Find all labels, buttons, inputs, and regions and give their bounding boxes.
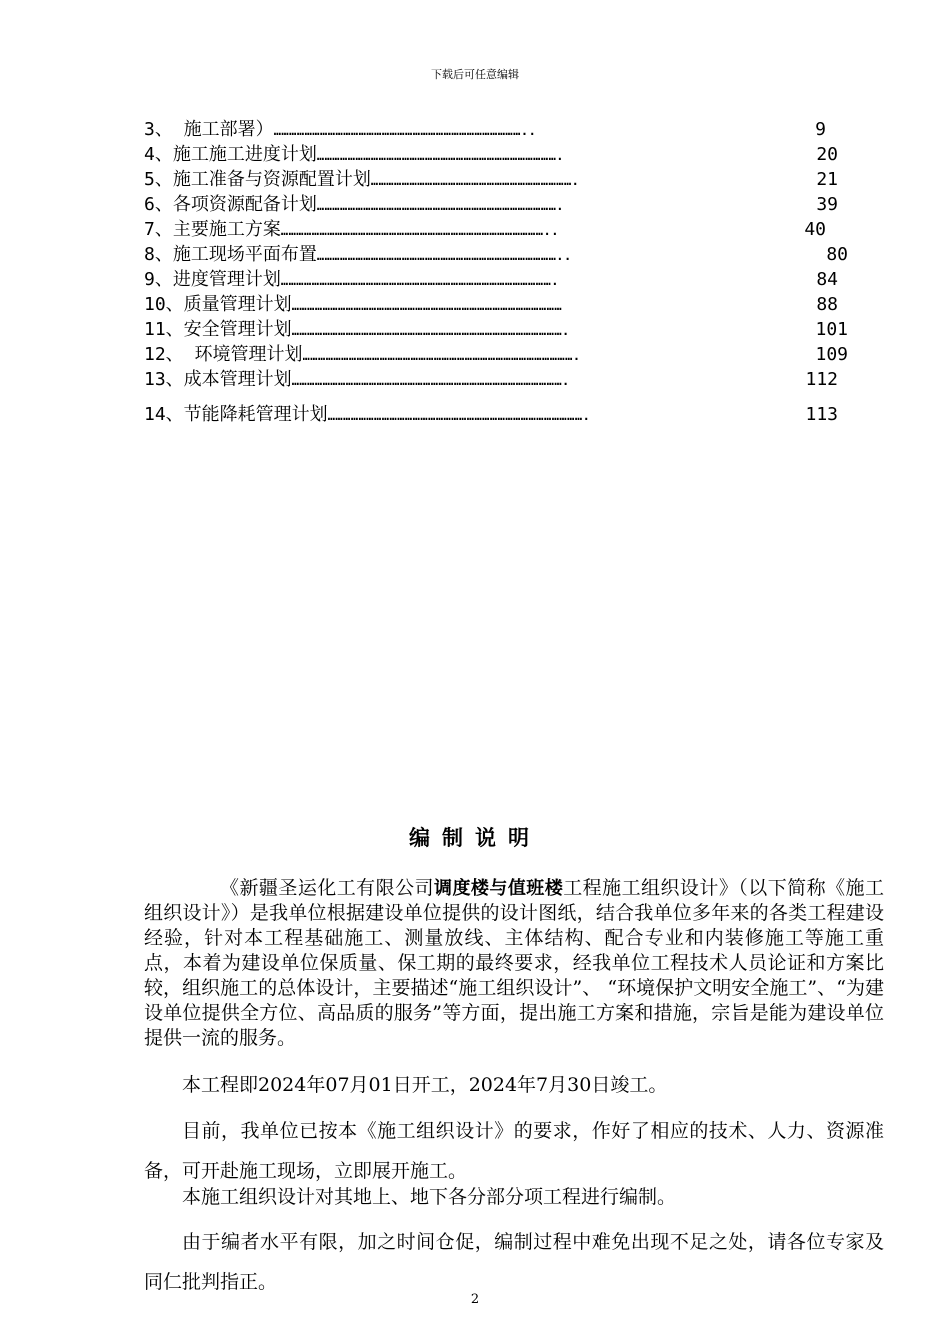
toc-leader: ……………………………………………………………………. bbox=[370, 174, 580, 188]
toc-leader: …………………………………………………………………………………. bbox=[316, 199, 565, 213]
scope-paragraph: 本施工组织设计对其地上、地下各分部分项工程进行编制。 bbox=[182, 1186, 677, 1208]
toc-label: 8、施工现场平面布置 bbox=[144, 244, 317, 265]
toc-leader: ……………………………………………………………………………………………. bbox=[291, 374, 570, 388]
intro-paragraph bbox=[144, 876, 884, 1051]
toc-label: 7、主要施工方案 bbox=[144, 219, 281, 240]
readiness-paragraph: 目前，我单位已按本《施工组织设计》的要求，作好了相应的技术、人力、资源准备，可开赴施工现场，立即展开施工。 bbox=[144, 1120, 884, 1182]
toc-label: 14、节能降耗管理计划 bbox=[144, 404, 328, 425]
toc-leader: ………………………………………………………………………………………….. bbox=[280, 224, 559, 238]
toc-item[interactable] bbox=[144, 193, 838, 217]
toc-page: 112 bbox=[805, 369, 838, 390]
toc-leader: ………………………………………………………………………………….. bbox=[316, 249, 572, 263]
toc-page: 113 bbox=[805, 404, 838, 425]
toc-item[interactable] bbox=[144, 243, 848, 267]
toc-leader: …………………………………………………………………………………………… bbox=[291, 299, 563, 313]
intro-text-start: 《新疆圣运化工有限公司 bbox=[220, 877, 435, 899]
section-title: 编制说明 bbox=[409, 826, 541, 850]
page-number: 2 bbox=[470, 1292, 480, 1307]
toc-label: 9、进度管理计划 bbox=[144, 269, 281, 290]
toc-label: 5、施工准备与资源配置计划 bbox=[144, 169, 371, 190]
disclaimer-paragraph: 由于编者水平有限，加之时间仓促，编制过程中难免出现不足之处，请各位专家及同仁批判指正。 bbox=[144, 1231, 884, 1293]
toc-item[interactable] bbox=[144, 118, 826, 142]
toc-item[interactable] bbox=[144, 293, 838, 317]
toc-label: 6、各项资源配备计划 bbox=[144, 194, 317, 215]
toc-item[interactable] bbox=[144, 368, 838, 392]
toc-page: 109 bbox=[815, 344, 848, 365]
toc-label: 13、成本管理计划 bbox=[144, 369, 292, 390]
toc-page: 39 bbox=[816, 194, 838, 215]
toc-label: 10、质量管理计划 bbox=[144, 294, 292, 315]
page-header: 下载后可任意编辑 bbox=[431, 68, 519, 81]
toc-leader: ……………………………………………………………………………………………. bbox=[302, 349, 581, 363]
toc-label: 11、安全管理计划 bbox=[144, 319, 292, 340]
toc-item[interactable] bbox=[144, 143, 838, 167]
intro-text-rest: 工程施工组织设计》（以下简称《施工组织设计》）是我单位根据建设单位提供的设计图纸，结合我单位多年来的各类工程建设经验，针对本工程基础施工、测量放线、主体结构、配合专业和内装修施工等施工重点，本着为建设单位保质量、保工期的最终要求，经我单位工程技术人员论证和方案比较，组织施工的总体设计，主要描述“施工组织设计”、 “环境保护文明安全施工”、“为建设单位提供全方位、高品质的服务”等方面，提出施工方案和措施，宗旨是能为建设单位提供一流的服务。 bbox=[144, 877, 884, 1049]
toc-page: 80 bbox=[826, 244, 848, 265]
toc-page: 9 bbox=[815, 119, 826, 140]
schedule-paragraph: 本工程即2024年07月01日开工，2024年7月30日竣工。 bbox=[182, 1074, 668, 1096]
toc-page: 20 bbox=[816, 144, 838, 165]
toc-page: 101 bbox=[815, 319, 848, 340]
toc-label: 4、施工施工进度计划 bbox=[144, 144, 317, 165]
toc-leader: …………………………………………………………………………………….. bbox=[273, 124, 537, 138]
toc-item[interactable] bbox=[144, 403, 838, 427]
toc-leader: ……………………………………………………………………………………………. bbox=[291, 324, 570, 338]
toc-item[interactable] bbox=[144, 168, 838, 192]
toc-page: 84 bbox=[816, 269, 838, 290]
toc-leader: ……………………………………………………………………………………………. bbox=[280, 274, 559, 288]
intro-project-name: 调度楼与值班楼 bbox=[434, 878, 564, 899]
toc-leader: …………………………………………………………………………………. bbox=[316, 149, 565, 163]
toc-page: 88 bbox=[816, 294, 838, 315]
toc-item[interactable] bbox=[144, 318, 848, 342]
toc-item[interactable] bbox=[144, 343, 848, 367]
toc-item[interactable] bbox=[144, 268, 838, 292]
toc-page: 40 bbox=[804, 219, 826, 240]
toc-label: 3、 施工部署） bbox=[144, 119, 274, 140]
toc-page: 21 bbox=[816, 169, 838, 190]
toc-label: 12、 环境管理计划 bbox=[144, 344, 303, 365]
toc-leader: ………………………………………………………………………………………. bbox=[327, 409, 591, 423]
toc-item[interactable] bbox=[144, 218, 826, 242]
